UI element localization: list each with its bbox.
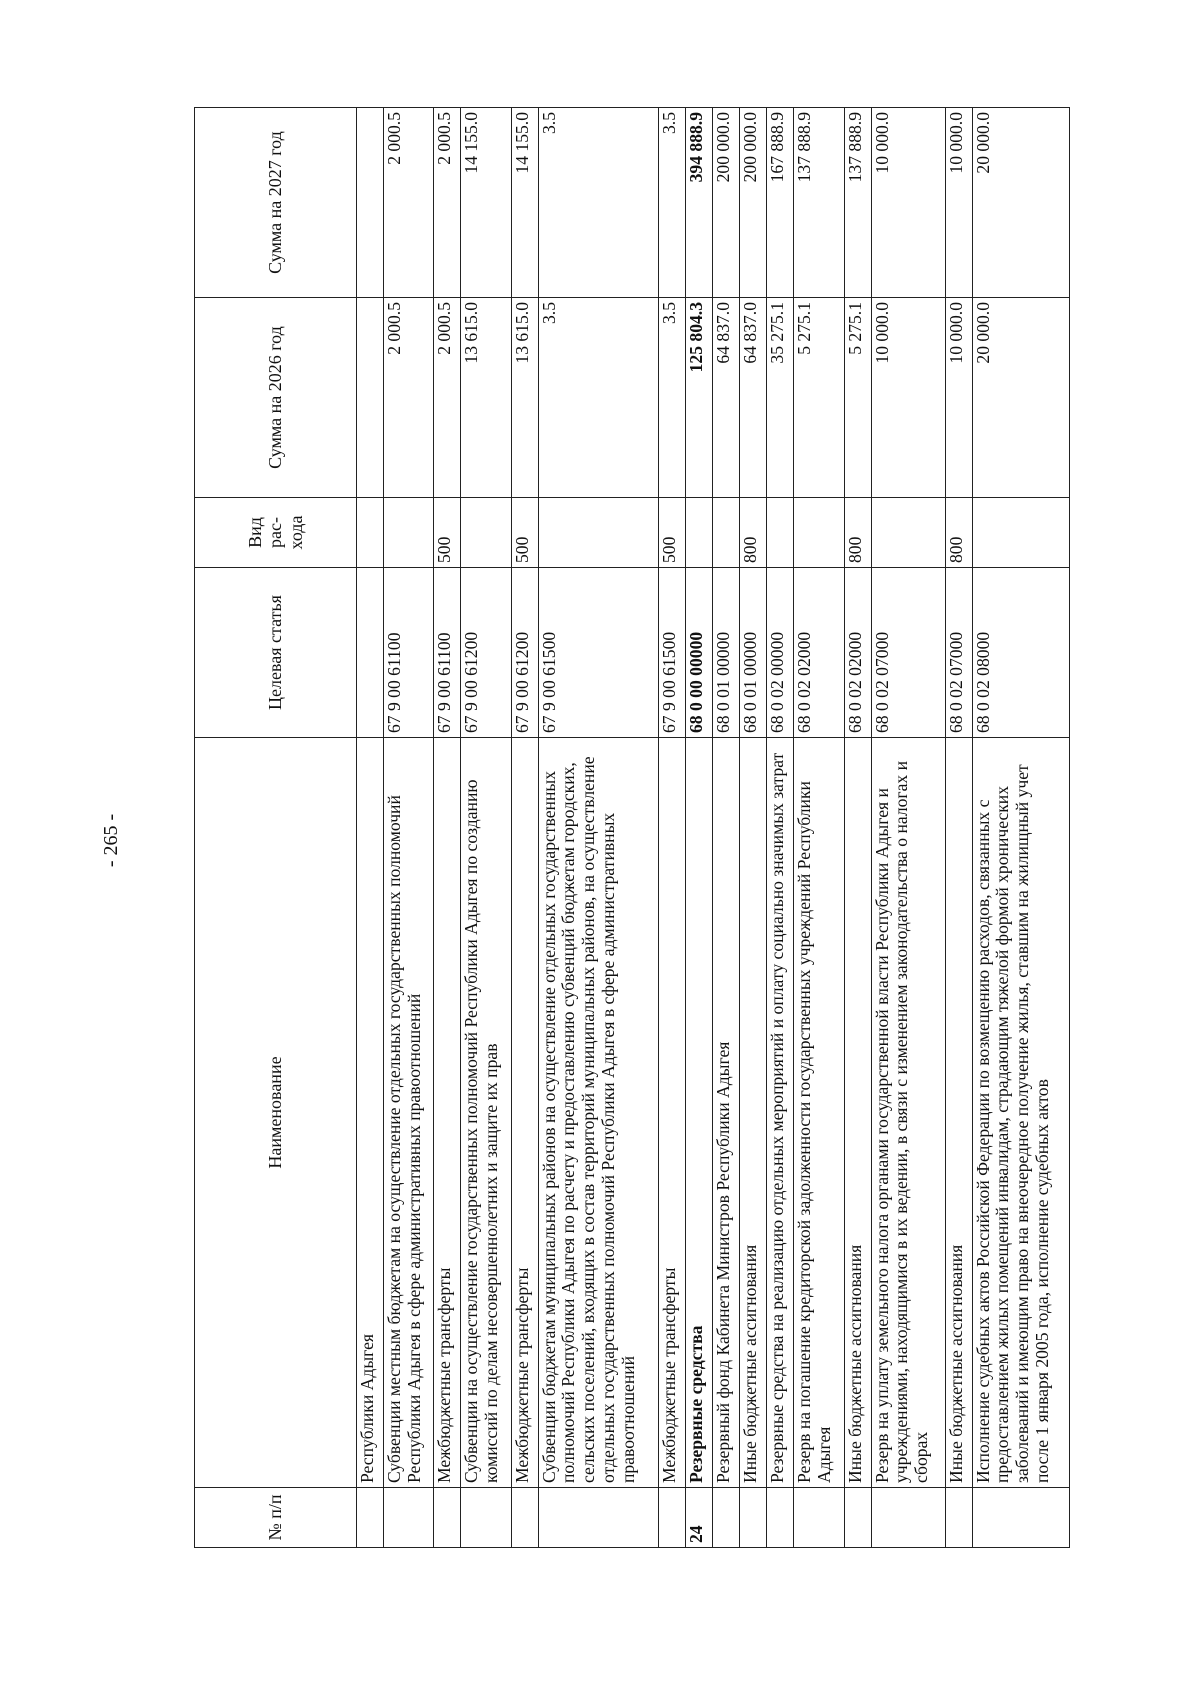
cell-expense-type bbox=[713, 498, 740, 568]
cell-name: Республики Адыгея bbox=[357, 738, 384, 1488]
cell-name: Резервный фонд Кабинета Министров Республики Адыгея bbox=[713, 738, 740, 1488]
cell-index bbox=[713, 1488, 740, 1548]
table-row bbox=[511, 108, 538, 1548]
cell-index bbox=[844, 1488, 871, 1548]
cell-sum-2027: 2 000.5 bbox=[434, 108, 461, 298]
cell-sum-2027: 14 155.0 bbox=[461, 108, 511, 298]
cell-expense-type bbox=[538, 498, 659, 568]
cell-target-article: 67 9 00 61200 bbox=[511, 568, 538, 738]
cell-target-article: 68 0 01 00000 bbox=[740, 568, 767, 738]
cell-sum-2026: 10 000.0 bbox=[871, 298, 945, 498]
cell-target-article: 67 9 00 61500 bbox=[659, 568, 686, 738]
cell-name: Межбюджетные трансферты bbox=[434, 738, 461, 1488]
cell-index bbox=[434, 1488, 461, 1548]
cell-expense-type: 500 bbox=[659, 498, 686, 568]
cell-sum-2027: 137 888.9 bbox=[794, 108, 844, 298]
cell-expense-type: 800 bbox=[945, 498, 972, 568]
table-row bbox=[538, 108, 659, 1548]
cell-name: Исполнение судебных актов Российской Федерации по возмещению расходов, связанных с предоставлением жилых помещений инвалидам, страдающим тяжелой формой хронических заболеваний и имеющим право на внеочередное получение жилья, ставшим на жилищный учет после 1 января 2005 года, исполнение судебных актов bbox=[972, 738, 1069, 1488]
cell-sum-2026: 5 275.1 bbox=[794, 298, 844, 498]
cell-name: Субвенции местным бюджетам на осуществление отдельных государственных полномочий Республики Адыгея в сфере административных правоотношений bbox=[383, 738, 433, 1488]
cell-sum-2027: 2 000.5 bbox=[383, 108, 433, 298]
cell-sum-2026: 125 804.3 bbox=[686, 298, 713, 498]
cell-expense-type bbox=[357, 498, 384, 568]
cell-index bbox=[461, 1488, 511, 1548]
cell-name: Субвенции на осуществление государственных полномочий Республики Адыгея по созданию комиссий по делам несовершеннолетних и защите их прав bbox=[461, 738, 511, 1488]
cell-sum-2026: 5 275.1 bbox=[844, 298, 871, 498]
table-row bbox=[434, 108, 461, 1548]
table-body bbox=[357, 108, 1070, 1548]
cell-index bbox=[767, 1488, 794, 1548]
cell-expense-type: 800 bbox=[844, 498, 871, 568]
cell-name: Межбюджетные трансферты bbox=[511, 738, 538, 1488]
cell-sum-2026: 64 837.0 bbox=[740, 298, 767, 498]
cell-index bbox=[972, 1488, 1069, 1548]
header-vid: Вид рас- хода bbox=[195, 498, 357, 568]
header-code: Целевая статья bbox=[195, 568, 357, 738]
table-header-row bbox=[195, 108, 357, 1548]
cell-target-article: 68 0 02 07000 bbox=[871, 568, 945, 738]
cell-name: Иные бюджетные ассигнования bbox=[945, 738, 972, 1488]
cell-expense-type: 800 bbox=[740, 498, 767, 568]
cell-sum-2027 bbox=[357, 108, 384, 298]
table-row bbox=[357, 108, 384, 1548]
cell-target-article: 67 9 00 61500 bbox=[538, 568, 659, 738]
cell-sum-2026: 3.5 bbox=[659, 298, 686, 498]
cell-sum-2026: 3.5 bbox=[538, 298, 659, 498]
header-sum-2027: Сумма на 2027 год bbox=[195, 108, 357, 298]
cell-expense-type: 500 bbox=[434, 498, 461, 568]
header-name: Наименование bbox=[195, 738, 357, 1488]
cell-name: Резерв на погашение кредиторской задолженности государственных учреждений Республики Адыгея bbox=[794, 738, 844, 1488]
cell-target-article: 68 0 01 00000 bbox=[713, 568, 740, 738]
cell-index bbox=[945, 1488, 972, 1548]
cell-target-article: 68 0 02 02000 bbox=[794, 568, 844, 738]
cell-target-article: 68 0 02 08000 bbox=[972, 568, 1069, 738]
cell-name: Иные бюджетные ассигнования bbox=[740, 738, 767, 1488]
table-row bbox=[686, 108, 713, 1548]
cell-name: Иные бюджетные ассигнования bbox=[844, 738, 871, 1488]
cell-target-article: 68 0 02 02000 bbox=[844, 568, 871, 738]
cell-index bbox=[538, 1488, 659, 1548]
page-number: - 265 - bbox=[100, 813, 123, 867]
cell-expense-type bbox=[972, 498, 1069, 568]
table-row bbox=[972, 108, 1069, 1548]
cell-sum-2026: 35 275.1 bbox=[767, 298, 794, 498]
cell-sum-2026: 13 615.0 bbox=[461, 298, 511, 498]
table-row bbox=[871, 108, 945, 1548]
cell-name: Субвенции бюджетам муниципальных районов на осуществление отдельных государственных полномочий Республики Адыгея по расчету и предоставлению субвенций бюджетам городских, сельских поселений, входящих в состав территорий муниципальных районов, на осуществление отдельных государственных полномочий Республики Адыгея в сфере административных правоотношений bbox=[538, 738, 659, 1488]
cell-sum-2026: 2 000.5 bbox=[383, 298, 433, 498]
cell-expense-type: 500 bbox=[511, 498, 538, 568]
cell-expense-type bbox=[461, 498, 511, 568]
cell-name: Резервные средства bbox=[686, 738, 713, 1488]
cell-sum-2027: 167 888.9 bbox=[767, 108, 794, 298]
cell-expense-type bbox=[686, 498, 713, 568]
budget-table bbox=[194, 107, 1070, 1548]
cell-index bbox=[740, 1488, 767, 1548]
cell-index: 24 bbox=[686, 1488, 713, 1548]
cell-sum-2027: 20 000.0 bbox=[972, 108, 1069, 298]
cell-index bbox=[794, 1488, 844, 1548]
table-row bbox=[383, 108, 433, 1548]
cell-expense-type bbox=[383, 498, 433, 568]
cell-target-article bbox=[357, 568, 384, 738]
cell-index bbox=[511, 1488, 538, 1548]
cell-sum-2026: 13 615.0 bbox=[511, 298, 538, 498]
cell-index bbox=[871, 1488, 945, 1548]
cell-sum-2026: 10 000.0 bbox=[945, 298, 972, 498]
cell-sum-2026: 20 000.0 bbox=[972, 298, 1069, 498]
cell-sum-2026: 2 000.5 bbox=[434, 298, 461, 498]
cell-index bbox=[357, 1488, 384, 1548]
cell-sum-2027: 394 888.9 bbox=[686, 108, 713, 298]
cell-sum-2027: 200 000.0 bbox=[713, 108, 740, 298]
cell-sum-2027: 10 000.0 bbox=[945, 108, 972, 298]
cell-target-article: 67 9 00 61200 bbox=[461, 568, 511, 738]
table-row bbox=[767, 108, 794, 1548]
table-row bbox=[945, 108, 972, 1548]
budget-table-container bbox=[194, 108, 1070, 1548]
table-row bbox=[844, 108, 871, 1548]
cell-sum-2027: 137 888.9 bbox=[844, 108, 871, 298]
cell-sum-2027: 3.5 bbox=[659, 108, 686, 298]
table-row bbox=[713, 108, 740, 1548]
cell-name: Межбюджетные трансферты bbox=[659, 738, 686, 1488]
cell-sum-2027: 10 000.0 bbox=[871, 108, 945, 298]
cell-target-article: 68 0 02 00000 bbox=[767, 568, 794, 738]
cell-name: Резерв на уплату земельного налога органами государственной власти Республики Адыгея и учреждениями, находящимися в их ведении, в связи с изменением законодательства о налогах и сборах bbox=[871, 738, 945, 1488]
cell-index bbox=[383, 1488, 433, 1548]
cell-sum-2027: 14 155.0 bbox=[511, 108, 538, 298]
cell-target-article: 67 9 00 61100 bbox=[383, 568, 433, 738]
cell-sum-2026: 64 837.0 bbox=[713, 298, 740, 498]
cell-name: Резервные средства на реализацию отдельных мероприятий и оплату социально значимых затрат bbox=[767, 738, 794, 1488]
cell-sum-2027: 3.5 bbox=[538, 108, 659, 298]
cell-expense-type bbox=[794, 498, 844, 568]
table-row bbox=[740, 108, 767, 1548]
header-sum-2026: Сумма на 2026 год bbox=[195, 298, 357, 498]
cell-target-article: 68 0 00 00000 bbox=[686, 568, 713, 738]
table-row bbox=[461, 108, 511, 1548]
cell-sum-2027: 200 000.0 bbox=[740, 108, 767, 298]
header-idx: № п/п bbox=[195, 1488, 357, 1548]
table-row bbox=[794, 108, 844, 1548]
table-row bbox=[659, 108, 686, 1548]
cell-target-article: 67 9 00 61100 bbox=[434, 568, 461, 738]
cell-expense-type bbox=[871, 498, 945, 568]
cell-target-article: 68 0 02 07000 bbox=[945, 568, 972, 738]
cell-expense-type bbox=[767, 498, 794, 568]
cell-sum-2026 bbox=[357, 298, 384, 498]
cell-index bbox=[659, 1488, 686, 1548]
